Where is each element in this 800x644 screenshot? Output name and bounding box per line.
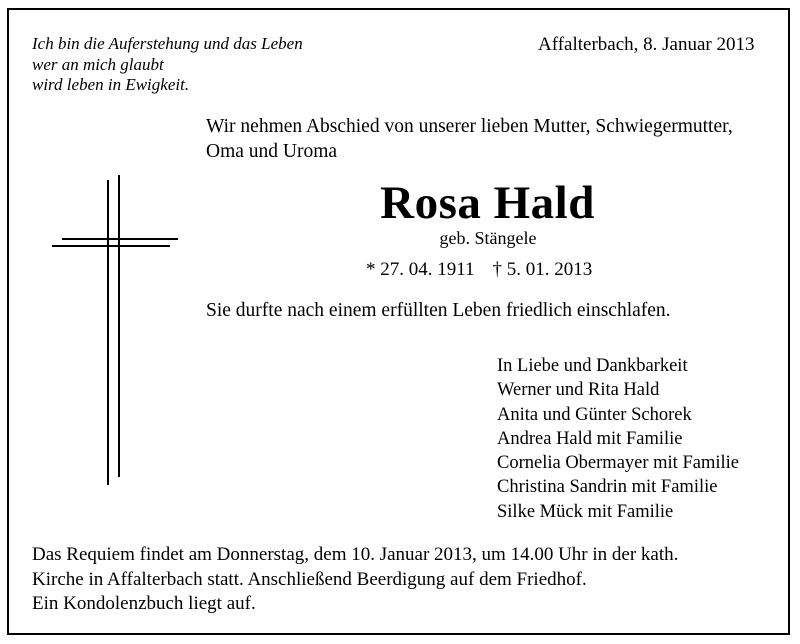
intro-text <box>206 114 733 164</box>
notice-line: Ein Kondolenzbuch liegt auf. <box>32 593 256 614</box>
mourners-line: In Liebe und Dankbarkeit <box>497 356 688 376</box>
deceased-name: Rosa Hald <box>380 177 595 229</box>
death-date: † 5. 01. 2013 <box>492 259 593 280</box>
mourners-list <box>497 354 739 524</box>
quote-line: wird leben in Ewigkeit. <box>32 75 190 94</box>
farewell-sentence: Sie durfte nach einem erfüllten Leben friedlich einschlafen. <box>206 300 671 321</box>
mourners-line: Andrea Hald mit Familie <box>497 428 683 449</box>
birth-date: * 27. 04. 1911 <box>366 259 475 280</box>
mourners-line: Cornelia Obermayer mit Familie <box>497 453 739 474</box>
maiden-name: geb. Stängele <box>439 228 537 248</box>
notice-line: Kirche in Affalterbach statt. Anschließend Beerdigung auf dem Friedhof. <box>32 568 587 590</box>
quote-line: wer an mich glaubt <box>32 54 164 74</box>
bible-quote <box>32 34 303 96</box>
intro-line: Oma und Uroma <box>206 141 338 162</box>
funeral-notice <box>32 543 678 617</box>
life-dates <box>366 259 610 281</box>
mourners-line: Silke Mück mit Familie <box>497 501 674 522</box>
mourners-line: Christina Sandrin mit Familie <box>497 477 718 498</box>
mourners-line: Werner und Rita Hald <box>497 380 660 401</box>
place-date: Affalterbach, 8. Januar 2013 <box>538 34 755 55</box>
intro-line: Wir nehmen Abschied von unserer lieben Mutter, Schwiegermutter, <box>206 116 733 137</box>
mourners-line: Anita und Günter Schorek <box>497 404 692 425</box>
notice-line: Das Requiem findet am Donnerstag, dem 10. Januar 2013, um 14.00 Uhr in der kath. <box>32 544 679 565</box>
quote-line: Ich bin die Auferstehung und das Leben <box>32 34 303 53</box>
